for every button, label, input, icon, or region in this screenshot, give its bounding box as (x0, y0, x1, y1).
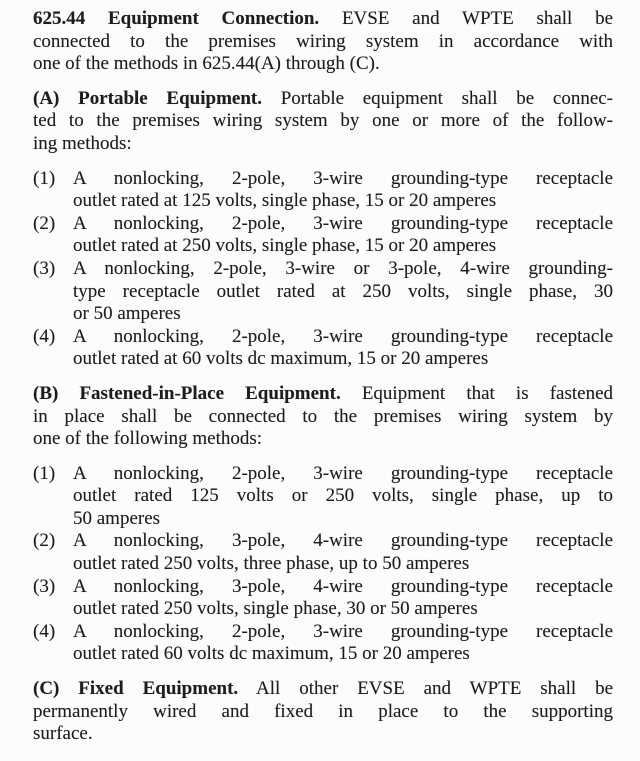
subsection-c-heading: (C) Fixed Equipment. (33, 678, 239, 700)
text-line: or 50 amperes (73, 303, 181, 325)
text-run: A nonlocking, 3-pole, 4-wire grounding-type receptacle (73, 575, 613, 597)
text-line (33, 463, 613, 486)
text-line (33, 530, 613, 553)
text-line: outlet rated 250 volts, three phase, up to 50 amperes (73, 553, 470, 575)
list-item-number: (4) (33, 325, 56, 347)
text-line (33, 383, 613, 406)
list-item-a3 (33, 258, 613, 326)
text-line: ted to the premises wiring system by one or more of the follow- (33, 110, 613, 132)
list-item-number: (4) (33, 620, 56, 642)
list-item-number: (1) (33, 167, 56, 189)
text-line (33, 258, 613, 281)
list-item-b2 (33, 530, 613, 575)
text-line: outlet rated at 60 volts dc maximum, 15 or 20 amperes (73, 348, 489, 370)
subsection-a-heading: (A) Portable Equipment. (33, 87, 262, 109)
text-line (33, 326, 613, 349)
list-item-number: (2) (33, 530, 56, 552)
list-item-b4 (33, 621, 613, 666)
text-run: A nonlocking, 2-pole, 3-wire grounding-type receptacle (73, 212, 613, 234)
text-run: A nonlocking, 2-pole, 3-wire or 3-pole, 4-wire grounding- (73, 257, 613, 279)
text-line (33, 168, 613, 191)
text-line (33, 213, 613, 236)
text-line: outlet rated at 250 volts, single phase, 15 or 20 amperes (73, 235, 497, 257)
text-run: A nonlocking, 2-pole, 3-wire grounding-type receptacle (73, 620, 613, 642)
text-run: All other EVSE and WPTE shall be (256, 678, 613, 700)
text-line: surface. (33, 723, 93, 745)
text-run: Equipment that is fastened (361, 382, 613, 404)
text-line: one of the following methods: (33, 428, 263, 450)
text-line (33, 678, 613, 701)
subsection-b-heading: (B) Fastened-in-Place Equipment. (33, 382, 341, 404)
list-item-number: (1) (33, 462, 56, 484)
text-line: in place shall be connected to the premises wiring system by (33, 405, 613, 427)
text-line: outlet rated 250 volts, single phase, 30 or 50 amperes (73, 598, 478, 620)
subsection-b-list (33, 463, 613, 666)
text-line (33, 576, 613, 599)
text-line: 50 amperes (73, 507, 161, 529)
list-item-a2 (33, 213, 613, 258)
text-line (33, 88, 613, 111)
text-line (33, 8, 613, 31)
list-item-b1 (33, 463, 613, 531)
list-item-a1 (33, 168, 613, 213)
text-line: connected to the premises wiring system in accordance with (33, 30, 613, 52)
subsection-a-paragraph (33, 88, 613, 156)
list-item-b3 (33, 576, 613, 621)
text-run: A nonlocking, 3-pole, 4-wire grounding-type receptacle (73, 530, 613, 552)
text-line: outlet rated 60 volts dc maximum, 15 or 20 amperes (73, 643, 470, 665)
text-run: A nonlocking, 2-pole, 3-wire grounding-type receptacle (73, 462, 613, 484)
text-line: outlet rated 125 volts or 250 volts, single phase, up to (73, 485, 613, 507)
text-line: type receptacle outlet rated at 250 volts, single phase, 30 (73, 280, 613, 302)
text-line: one of the methods in 625.44(A) through (C). (33, 53, 380, 75)
subsection-c-paragraph (33, 678, 613, 746)
section-625-44-paragraph (33, 8, 613, 76)
subsection-a-list (33, 168, 613, 371)
text-line (33, 621, 613, 644)
text-line: permanently wired and fixed in place to the supporting (33, 700, 613, 722)
list-item-number: (3) (33, 575, 56, 597)
section-625-44-heading: 625.44 Equipment Connection. (33, 8, 320, 29)
text-run: EVSE and WPTE shall be (341, 8, 613, 29)
text-run: Portable equipment shall be connec- (280, 87, 613, 109)
list-item-number: (3) (33, 257, 56, 279)
text-run: A nonlocking, 2-pole, 3-wire grounding-type receptacle (73, 167, 613, 189)
text-run: A nonlocking, 2-pole, 3-wire grounding-type receptacle (73, 325, 613, 347)
subsection-b-paragraph (33, 383, 613, 451)
list-item-number: (2) (33, 212, 56, 234)
list-item-a4 (33, 326, 613, 371)
text-line: outlet rated at 125 volts, single phase, 15 or 20 amperes (73, 190, 497, 212)
text-line: ing methods: (33, 132, 132, 154)
